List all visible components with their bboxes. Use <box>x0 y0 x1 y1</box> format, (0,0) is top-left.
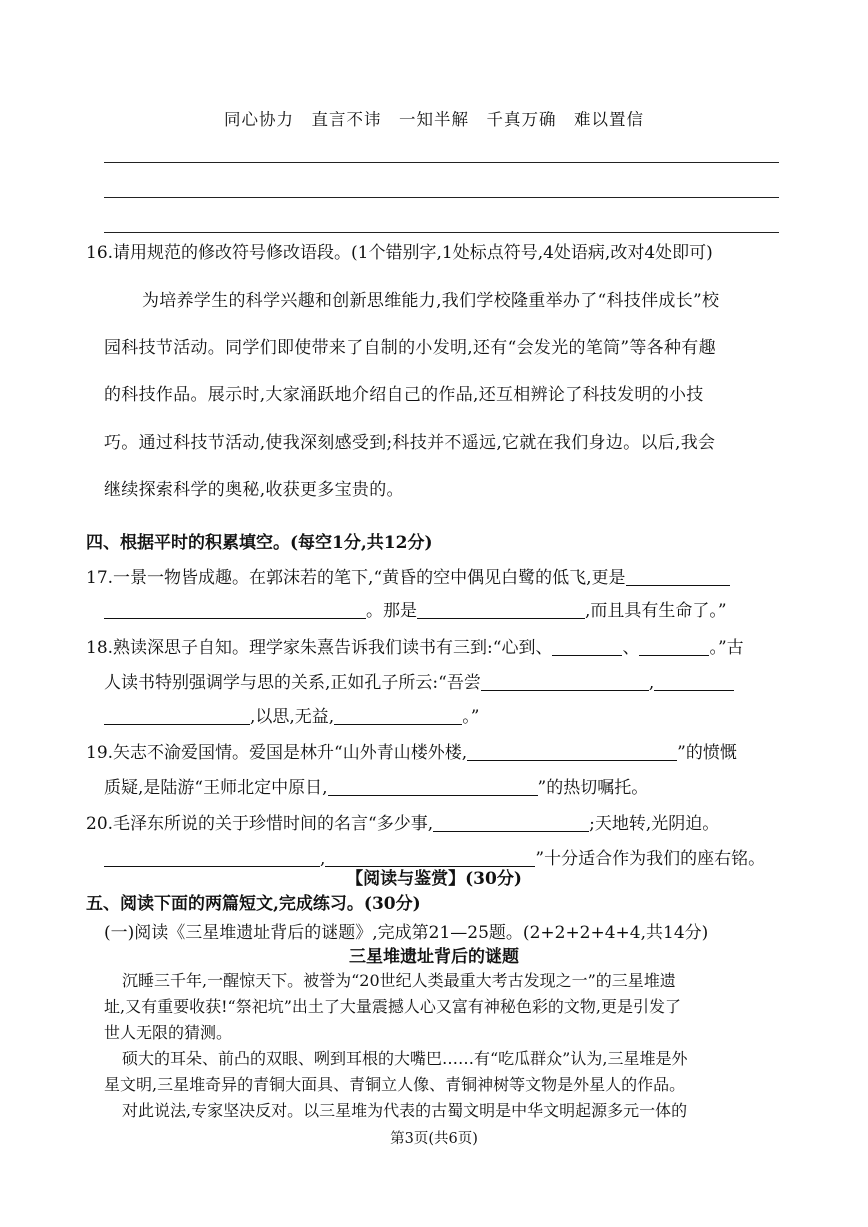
q19-blank-1[interactable] <box>467 743 677 761</box>
q16-line-4: 巧。通过科技节活动,使我深刻感受到;科技并不遥远,它就在我们身边。以后,我会 <box>104 433 716 453</box>
q17-text-a: 17.一景一物皆成趣。在郭沫若的笔下,“黄昏的空中偶见白鹭的低飞,更是 <box>86 568 626 588</box>
q18-blank-5[interactable] <box>104 707 250 725</box>
passage-p1-line-1: 沉睡三千年,一醒惊天下。被誉为“20世纪人类最重大考古发现之一”的三星堆遗 <box>122 971 676 990</box>
q20-text-c: , <box>320 849 326 869</box>
answer-line-1 <box>104 162 779 163</box>
q16-prompt: 16.请用规范的修改符号修改语段。(1个错别字,1处标点符号,4处语病,改对4处即可) <box>86 243 713 263</box>
q18-blank-3[interactable] <box>481 673 649 691</box>
passage-p1-line-3: 世人无限的猜测。 <box>104 1023 233 1042</box>
q16-line-3: 的科技作品。展示时,大家涌跃地介绍自己的作品,还互相辨论了科技发明的小技 <box>104 385 704 405</box>
answer-line-2 <box>104 197 779 198</box>
q20-text-b: ;天地转,光阴迫。 <box>589 814 720 834</box>
q17-blank-1[interactable] <box>626 568 730 586</box>
q18-blank-6[interactable] <box>334 707 462 725</box>
q18-text-b: 、 <box>622 638 640 658</box>
q18-text-f: ,以思,无益, <box>250 707 335 727</box>
q17-line-1 <box>86 563 730 588</box>
q17-blank-3[interactable] <box>417 601 585 619</box>
passage-p3-line-1: 对此说法,专家坚决反对。以三星堆为代表的古蜀文明是中华文明起源多元一体的 <box>122 1101 688 1120</box>
q18-text-d: 人读书特别强调学与思的关系,正如孔子所云:“吾尝 <box>104 673 481 693</box>
section5-heading: 五、阅读下面的两篇短文,完成练习。(30分) <box>86 894 421 914</box>
q18-text-a: 18.熟读深思子自知。理学家朱熹告诉我们读书有三到:“心到、 <box>86 638 553 658</box>
q20-text-d: ”十分适合作为我们的座右铭。 <box>535 849 766 869</box>
passage-p1-line-2: 址,又有重要收获!“祭祀坑”出土了大量震撼人心又富有神秘色彩的文物,更是引发了 <box>104 997 681 1016</box>
q17-text-c: ,而且具有生命了。” <box>585 601 727 621</box>
q19-text-c: 质疑,是陆游“王师北定中原日, <box>104 778 328 798</box>
q19-text-d: ”的热切嘱托。 <box>537 778 649 798</box>
answer-line-3 <box>104 232 779 233</box>
q19-blank-2[interactable] <box>328 778 538 796</box>
passage-title: 三星堆遗址背后的谜题 <box>349 947 519 967</box>
q18-blank-2[interactable] <box>639 638 709 656</box>
reading-banner: 【阅读与鉴赏】(30分) <box>346 869 522 889</box>
q16-line-5: 继续探索科学的奥秘,收获更多宝贵的。 <box>104 480 404 500</box>
q20-text-a: 20.毛泽东所说的关于珍惜时间的名言“多少事, <box>86 814 434 834</box>
q18-text-c: 。”古 <box>709 638 744 658</box>
q16-line-1: 为培养学生的科学兴趣和创新思维能力,我们学校隆重举办了“科技伴成长”校 <box>142 291 720 311</box>
q18-line-2 <box>104 668 734 693</box>
idiom-word-list: 同心协力 直言不讳 一知半解 千真万确 难以置信 <box>224 110 644 129</box>
passage-p2-line-2: 星文明,三星堆奇异的青铜大面具、青铜立人像、青铜神树等文物是外星人的作品。 <box>104 1075 686 1094</box>
q17-text-b: 。那是 <box>366 601 417 621</box>
q18-line-3 <box>104 702 479 727</box>
q18-line-1 <box>86 633 744 658</box>
q18-text-e: , <box>648 673 655 693</box>
q20-blank-1[interactable] <box>433 814 589 832</box>
section4-heading: 四、根据平时的积累填空。(每空1分,共12分) <box>86 533 433 553</box>
q19-line-2 <box>104 773 648 798</box>
passage1-instructions: (一)阅读《三星堆遗址背后的谜题》,完成第21—25题。(2+2+2+4+4,共14分) <box>104 923 709 943</box>
q19-text-b: ”的愤慨 <box>677 743 737 763</box>
q18-blank-4[interactable] <box>654 673 734 691</box>
q18-text-g: 。” <box>462 707 480 727</box>
q19-text-a: 19.矢志不渝爱国情。爱国是林升“山外青山楼外楼, <box>86 743 468 763</box>
q17-line-2 <box>104 596 727 621</box>
q18-blank-1[interactable] <box>552 638 622 656</box>
page-number: 第3页(共6页) <box>390 1131 478 1147</box>
passage-p2-line-1: 硕大的耳朵、前凸的双眼、咧到耳根的大嘴巴……有“吃瓜群众”认为,三星堆是外 <box>122 1049 688 1068</box>
q19-line-1 <box>86 738 737 763</box>
q20-line-1 <box>86 809 719 834</box>
q17-blank-2[interactable] <box>104 601 366 619</box>
q16-line-2: 园科技节活动。同学们即使带来了自制的小发明,还有“会发光的笔筒”等各种有趣 <box>104 338 716 358</box>
